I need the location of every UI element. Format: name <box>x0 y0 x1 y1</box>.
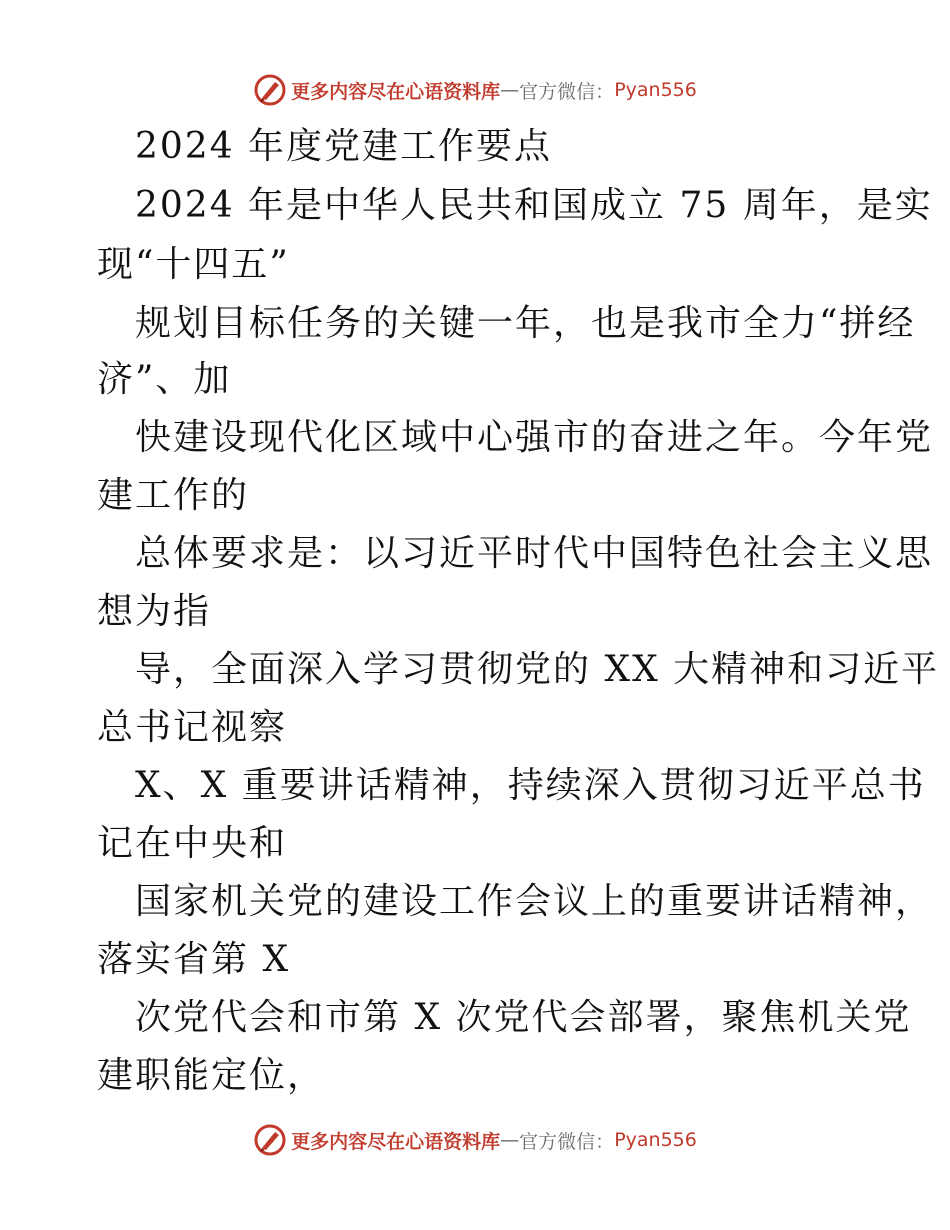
paragraph-line: 记在中央和 <box>97 823 288 864</box>
pen-logo-icon <box>253 1123 287 1157</box>
paragraph-line: 快建设现代化区域中心强市的奋进之年。今年党 <box>135 417 934 458</box>
paragraph-line: 总体要求是：以习近平时代中国特色社会主义思 <box>135 533 934 574</box>
banner-wechat-label: 官方微信： <box>519 1130 615 1153</box>
banner-wechat-id: Pyan556 <box>614 1129 697 1151</box>
banner-dash: — <box>500 79 520 101</box>
paragraph-line: 国家机关党的建设工作会议上的重要讲话精神， <box>135 881 934 922</box>
banner-main-text: 更多内容尽在心语资料库 <box>291 1130 501 1153</box>
banner-wechat-id: Pyan556 <box>614 79 697 101</box>
footer-banner <box>0 1120 950 1160</box>
header-banner <box>0 70 950 110</box>
banner-wechat-label: 官方微信： <box>519 80 615 103</box>
paragraph-line: 想为指 <box>97 591 212 632</box>
paragraph-line: 次党代会和市第 X 次党代会部署，聚焦机关党 <box>135 997 912 1038</box>
document-title: 2024 年度党建工作要点 <box>135 126 553 167</box>
paragraph-line: X、X 重要讲话精神，持续深入贯彻习近平总书 <box>135 765 926 806</box>
banner-main-text: 更多内容尽在心语资料库 <box>291 80 501 103</box>
paragraph-line: 现“十四五” <box>97 244 290 285</box>
paragraph-line: 2024 年是中华人民共和国成立 75 周年，是实 <box>135 185 933 226</box>
paragraph-line: 导，全面深入学习贯彻党的 XX 大精神和习近平 <box>135 649 940 690</box>
paragraph-line: 规划目标任务的关键一年，也是我市全力“拼经 <box>135 303 916 344</box>
paragraph-line: 建职能定位， <box>97 1055 326 1096</box>
banner-dash: — <box>500 1129 520 1151</box>
paragraph-line: 总书记视察 <box>97 707 288 748</box>
paragraph-line: 落实省第 X <box>97 939 291 980</box>
pen-logo-icon <box>253 73 287 107</box>
paragraph-line: 建工作的 <box>97 475 250 516</box>
paragraph-line: 济”、加 <box>97 359 232 400</box>
